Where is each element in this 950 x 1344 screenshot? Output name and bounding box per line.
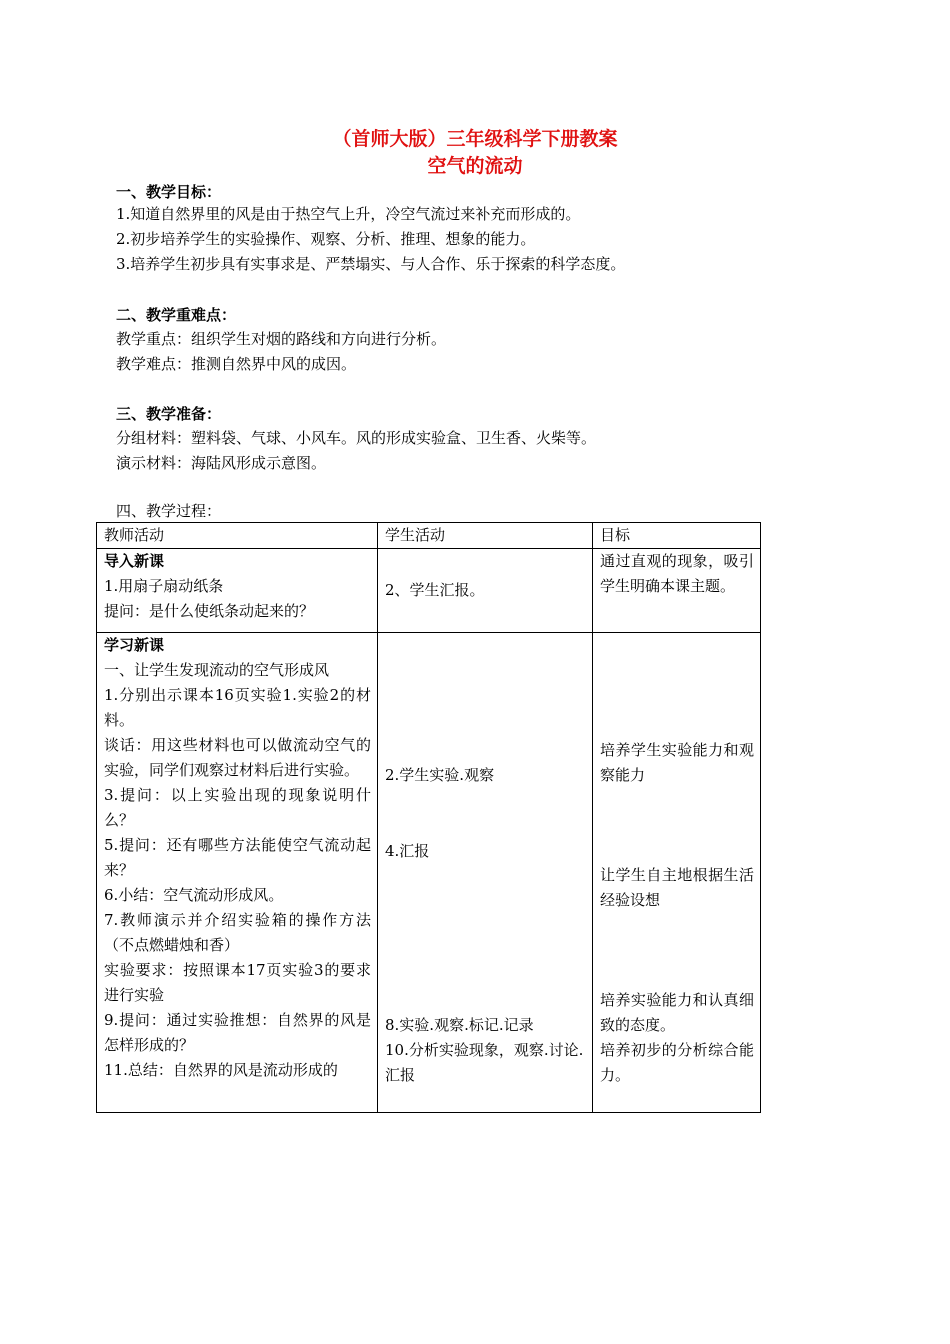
teacher-line: 3.提问：以上实验出现的现象说明什么？ [104,786,371,829]
goal-cell: 通过直观的现象，吸引学生明确本课主题。 [593,549,761,633]
objective-item: 3.培养学生初步具有实事求是、严禁塌实、与人合作、乐于探索的科学态度。 [116,255,626,273]
student-line: 2.学生实验.观察 [385,766,495,784]
teacher-line: 6.小结：空气流动形成风。 [104,886,284,904]
teacher-line: 7.教师演示并介绍实验箱的操作方法（不点燃蜡烛和香） [104,911,371,954]
document-subtitle: 空气的流动 [427,155,523,177]
teacher-line: 一、让学生发现流动的空气形成风 [104,661,330,679]
teacher-line: 9.提问：通过实验推想：自然界的风是怎样形成的？ [104,1011,371,1054]
teacher-activity-cell [97,549,378,633]
goal-line: 培养初步的分析综合能力。 [600,1041,754,1084]
teacher-line: 谈话：用这些材料也可以做流动空气的实验，同学们观察过材料后进行实验。 [104,736,371,779]
preparation-item: 分组材料：塑料袋、气球、小风车。风的形成实验盒、卫生香、火柴等。 [116,429,597,447]
difficulty-item: 教学难点：推测自然界中风的成因。 [116,355,357,373]
objective-item: 1.知道自然界里的风是由于热空气上升，冷空气流过来补充而形成的。 [116,205,581,223]
section-heading-key-points: 二、教学重难点： [116,306,237,324]
table-row-new-lesson [97,633,761,1113]
student-activity-cell: 2、学生汇报。 [378,549,593,633]
key-point-item: 教学重点：组织学生对烟的路线和方向进行分析。 [116,330,447,348]
objective-item: 2.初步培养学生的实验操作、观察、分析、推理、想象的能力。 [116,230,536,248]
section-heading-preparation: 三、教学准备： [116,405,222,423]
header-student-activity: 学生活动 [378,523,593,549]
row-title: 导入新课 [104,552,165,570]
row-title: 学习新课 [104,636,165,654]
document-title: （首师大版）三年级科学下册教案 [332,128,618,150]
goal-cell [593,633,761,1113]
section-heading-objectives: 一、教学目标： [116,183,222,201]
header-goal: 目标 [593,523,761,549]
teacher-line: 提问：是什么使纸条动起来的？ [104,602,315,620]
goal-line: 让学生自主地根据生活经验设想 [600,866,754,909]
teacher-line: 5.提问：还有哪些方法能使空气流动起来？ [104,836,371,879]
header-teacher-activity: 教师活动 [97,523,378,549]
student-line: 10.分析实验现象，观察.讨论.汇报 [385,1041,584,1084]
student-activity-cell [378,633,593,1113]
teacher-line: 1.分别出示课本16页实验1.实验2的材料。 [104,686,371,729]
goal-line: 培养实验能力和认真细致的态度。 [600,991,754,1034]
teaching-process-table [96,522,761,1113]
student-line: 8.实验.观察.标记.记录 [385,1016,534,1034]
teacher-activity-cell [97,633,378,1113]
preparation-item: 演示材料：海陆风形成示意图。 [116,454,327,472]
section-heading-process: 四、教学过程： [116,502,222,520]
goal-line: 培养学生实验能力和观察能力 [600,741,754,784]
teacher-line: 实验要求：按照课本17页实验3的要求进行实验 [104,961,371,1004]
table-header-row [97,523,761,549]
teacher-line: 11.总结：自然界的风是流动形成的 [104,1061,338,1079]
table-row-intro [97,549,761,633]
teacher-line: 1.用扇子扇动纸条 [104,577,224,595]
student-line: 4.汇报 [385,842,430,860]
